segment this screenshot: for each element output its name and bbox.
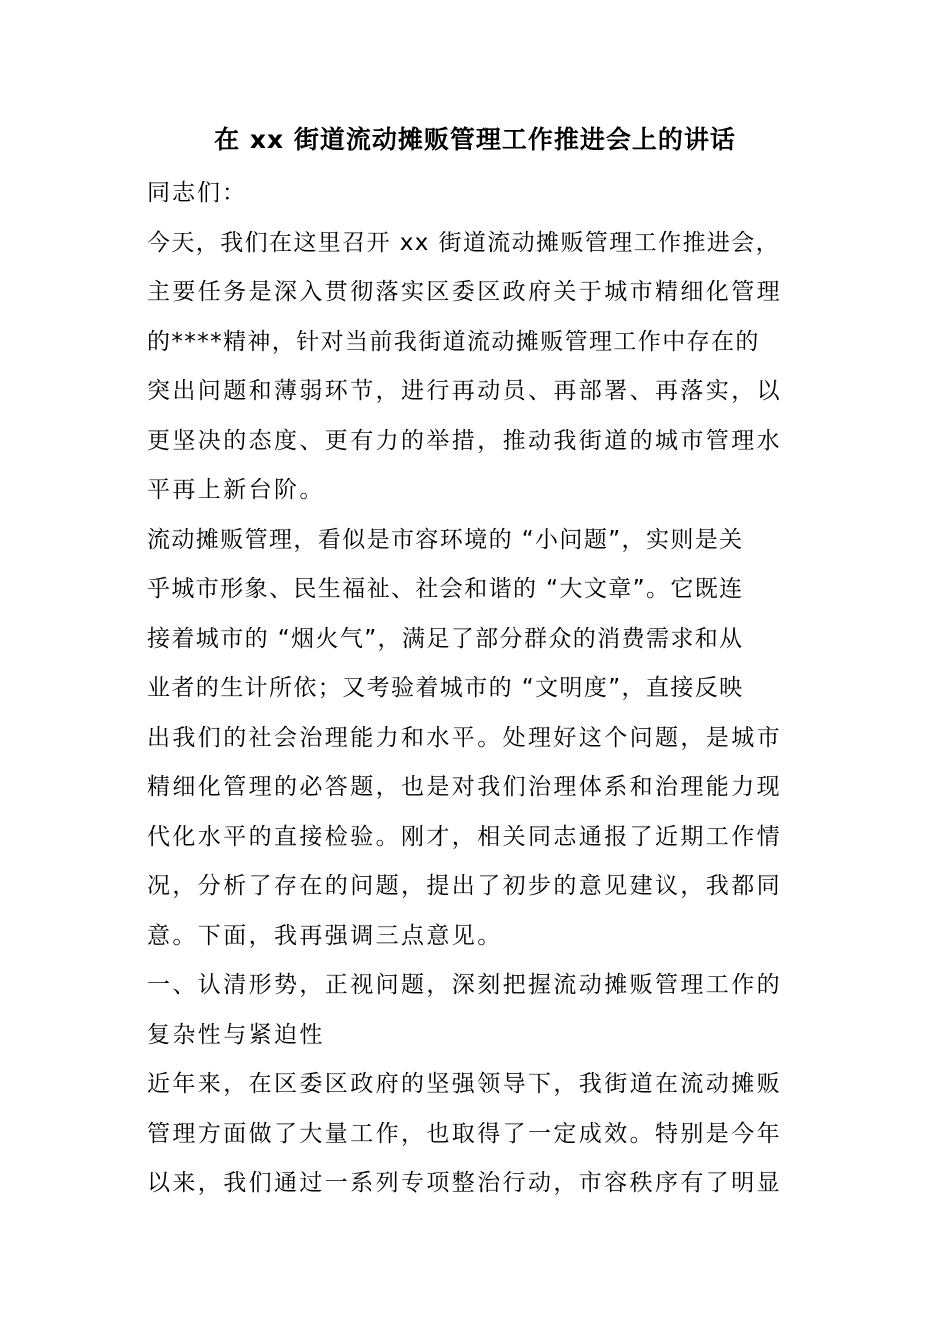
- body-line: 平再上新台阶。: [147, 477, 325, 503]
- section-heading-line: 一、认清形势，正视问题，深刻把握流动摊贩管理工作的: [147, 972, 782, 998]
- body-line: 接着城市的 “烟火气”，满足了部分群众的消费需求和从: [147, 625, 744, 652]
- body-line: 业者的生计所依；又考验着城市的 “文明度”，直接反映: [147, 675, 744, 701]
- body-line: 近年来，在区委区政府的坚强领导下，我街道在流动摊贩: [147, 1071, 782, 1097]
- body-line: 主要任务是深入贯彻落实区委区政府关于城市精细化管理: [147, 279, 782, 305]
- section-heading-line: 复杂性与紧迫性: [147, 1021, 325, 1048]
- body-line: 以来，我们通过一系列专项整治行动，市容秩序有了明显: [147, 1170, 782, 1196]
- body-line: 意。下面，我再强调三点意见。: [147, 922, 503, 949]
- body-line: 管理方面做了大量工作，也取得了一定成效。特别是今年: [147, 1120, 782, 1147]
- body-line: 更坚决的态度、更有力的举措，推动我街道的城市管理水: [147, 427, 782, 454]
- document-title: 在 xx 街道流动摊贩管理工作推进会上的讲话: [214, 125, 736, 154]
- body-line: 乎城市形象、民生福祉、社会和谐的 “大文章”。它既连: [147, 576, 744, 602]
- salutation-line: 同志们：: [147, 180, 247, 206]
- body-line: 的****精神，针对当前我街道流动摊贩管理工作中存在的: [147, 328, 760, 355]
- document-body: [147, 171, 827, 1211]
- body-line: 流动摊贩管理，看似是市容环境的 “小问题”，实则是关: [147, 526, 744, 553]
- body-line: 今天，我们在这里召开 xx 街道流动摊贩管理工作推进会，: [147, 229, 781, 256]
- body-line: 况，分析了存在的问题，提出了初步的意见建议，我都同: [147, 873, 782, 899]
- body-line: 出我们的社会治理能力和水平。处理好这个问题，是城市: [147, 724, 782, 751]
- body-line: 精细化管理的必答题，也是对我们治理体系和治理能力现: [147, 774, 782, 800]
- body-line: 突出问题和薄弱环节，进行再动员、再部署、再落实，以: [147, 378, 782, 404]
- body-line: 代化水平的直接检验。刚才，相关同志通报了近期工作情: [147, 823, 782, 850]
